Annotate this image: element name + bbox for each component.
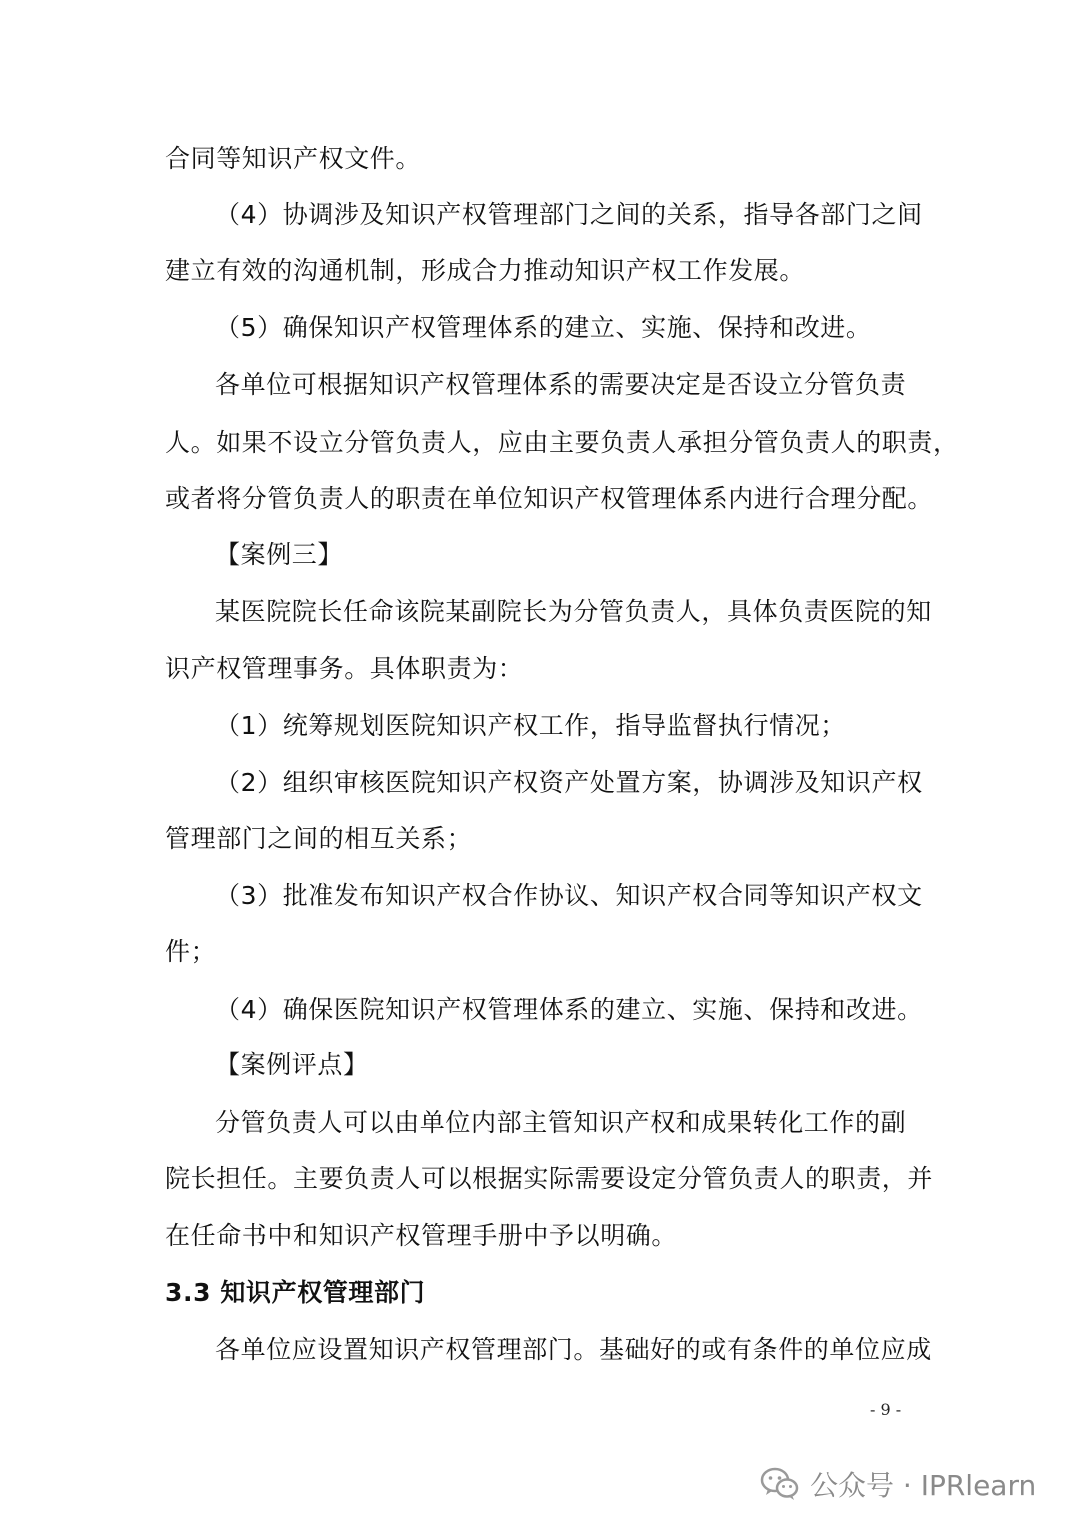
watermark-text: 公众号 · IPRlearn [810, 1469, 1037, 1502]
body-text-line: 建立有效的沟通机制，形成合力推动知识产权工作发展。 [165, 256, 806, 285]
paragraph-first-line: 各单位可根据知识产权管理体系的需要决定是否设立分管负责 [215, 370, 907, 399]
list-item-line: （4）协调涉及知识产权管理部门之间的关系，指导各部门之间 [215, 200, 923, 229]
body-text-line: 在任命书中和知识产权管理手册中予以明确。 [165, 1221, 678, 1250]
page-number: - 9 - [870, 1400, 902, 1419]
wechat-icon [760, 1466, 800, 1502]
watermark [760, 1462, 1036, 1506]
list-item-line: （2）组织审核医院知识产权资产处置方案，协调涉及知识产权 [215, 768, 923, 797]
case-heading: 【案例三】 [215, 540, 344, 569]
section-heading: 3.3 知识产权管理部门 [165, 1278, 426, 1307]
body-text-line: 识产权管理事务。具体职责为： [165, 654, 524, 683]
body-text-line: 合同等知识产权文件。 [165, 144, 422, 173]
body-text-line: 院长担任。主要负责人可以根据实际需要设定分管负责人的职责，并 [165, 1164, 934, 1193]
paragraph-first-line: 各单位应设置知识产权管理部门。基础好的或有条件的单位应成 [215, 1335, 932, 1364]
list-item-line: （3）批准发布知识产权合作协议、知识产权合同等知识产权文 [215, 881, 923, 910]
paragraph-first-line: 某医院院长任命该院某副院长为分管负责人，具体负责医院的知 [215, 597, 932, 626]
body-text-line: 件； [165, 937, 217, 966]
body-text-line: 管理部门之间的相互关系； [165, 824, 473, 853]
list-item-line: （4）确保医院知识产权管理体系的建立、实施、保持和改进。 [215, 995, 923, 1024]
list-item-line: （5）确保知识产权管理体系的建立、实施、保持和改进。 [215, 313, 872, 342]
list-item-line: （1）统筹规划医院知识产权工作，指导监督执行情况； [215, 711, 846, 740]
body-text-line: 或者将分管负责人的职责在单位知识产权管理体系内进行合理分配。 [165, 484, 934, 513]
body-text-line: 人。如果不设立分管负责人，应由主要负责人承担分管负责人的职责， [165, 428, 959, 457]
case-review-heading: 【案例评点】 [215, 1050, 369, 1079]
paragraph-first-line: 分管负责人可以由单位内部主管知识产权和成果转化工作的副 [215, 1108, 907, 1137]
